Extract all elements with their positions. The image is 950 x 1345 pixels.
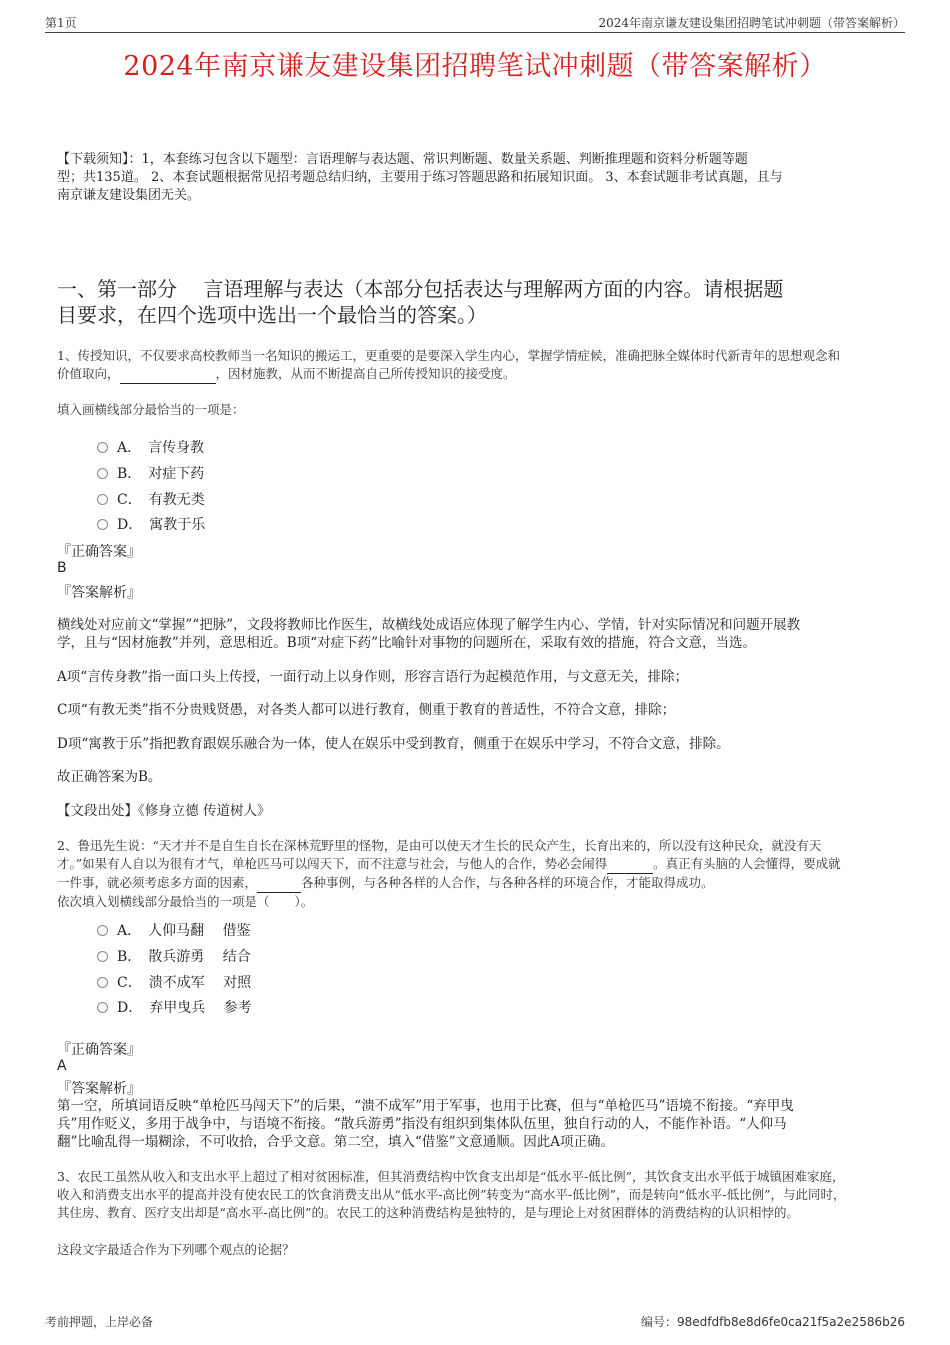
correct-answer-label: 『正确答案』: [57, 1042, 141, 1058]
analysis-paragraph: 横线处对应前文“掌握”“把脉”，文段将教师比作医生，故横线处成语应体现了解学生内心、学情，针对实际情况和问题开展教 学，且与“因材施教”并列，意思相近。B项“对症下药”比喻针对事物的问题所在，采取有效的措施，符合文意，当选。: [57, 617, 801, 651]
option-d[interactable]: D． 寓教于乐: [97, 514, 205, 534]
question-text: 才。”如果有人自以为很有才气，单枪匹马可以闯天下，而不注意与社会，与他人的合作，势必会闹得 。真正有头脑的人会懂得，要成就: [57, 855, 917, 874]
option-a[interactable]: A． 人仰马翻 借鉴: [97, 920, 251, 940]
option-d[interactable]: D． 弃甲曳兵 参考: [97, 997, 252, 1017]
analysis-label: 『答案解析』: [57, 585, 141, 601]
radio-icon[interactable]: [97, 519, 108, 530]
option-c[interactable]: C． 溃不成军 对照: [97, 972, 251, 992]
question-text: 其住房、教育、医疗支出却是“高水平-高比例”的。农民工的这种消费结构是独特的，是与理论上对贫困群体的消费结构的认识相悖的。: [57, 1205, 800, 1220]
section-heading-line: 一、第一部分 言语理解与表达（本部分包括表达与理解两方面的内容。请根据题: [57, 277, 784, 301]
notice-line: 【下载须知】：1，本套练习包含以下题型：言语理解与表达题、常识判断题、数量关系题、判断推理题和资料分析题等题: [57, 152, 748, 167]
option-b[interactable]: B． 对症下药: [97, 463, 204, 483]
fill-blank: [257, 874, 301, 893]
question-text: 3、农民工虽然从收入和支出水平上超过了相对贫困标准，但其消费结构中饮食支出却是“低水平-低比例”，其饮食支出水平低于城镇困难家庭，: [57, 1169, 845, 1184]
question-text: 2、鲁迅先生说：“天才并不是自生自长在深林荒野里的怪物，是由可以使天才生长的民众产生，长育出来的，所以没有这种民众，就没有天: [57, 838, 822, 853]
question-text: 价值取向， ，因材施教，从而不断提高自己所传授知识的接受度。: [57, 365, 917, 384]
analysis-paragraph: D项“寓教于乐”指把教育跟娱乐融合为一体，使人在娱乐中受到教育，侧重于在娱乐中学习，不符合文意，排除。: [57, 736, 730, 752]
correct-answer-label: 『正确答案』: [57, 544, 141, 560]
option-a[interactable]: A． 言传身教: [97, 437, 204, 457]
header-divider: [45, 32, 905, 33]
option-b[interactable]: B． 散兵游勇 结合: [97, 946, 251, 966]
section-heading-line: 目要求，在四个选项中选出一个最恰当的答案。）: [57, 303, 487, 327]
footer-code: 编号：98edfdfb8e8d6fe0ca21f5a2e2586b26: [641, 1315, 905, 1329]
radio-icon[interactable]: [97, 1002, 108, 1013]
correct-answer: B: [57, 560, 67, 576]
radio-icon[interactable]: [97, 442, 108, 453]
source-citation: 【文段出处】《修身立德 传道树人》: [57, 803, 271, 819]
question-3-stem: [57, 1168, 917, 1222]
radio-icon[interactable]: [97, 468, 108, 479]
header-doc-title: 2024年南京谦友建设集团招聘笔试冲刺题（带答案解析）: [598, 16, 905, 30]
radio-icon[interactable]: [97, 494, 108, 505]
analysis-paragraph: 故正确答案为B。: [57, 769, 162, 785]
analysis-label: 『答案解析』: [57, 1081, 141, 1097]
question-1-stem: [57, 347, 917, 384]
question-text: 1、传授知识，不仅要求高校教师当一名知识的搬运工，更重要的是要深入学生内心，掌握学情症候，准确把脉全媒体时代新青年的思想观念和: [57, 348, 840, 363]
section-heading: [57, 276, 917, 328]
question-text: 一件事，就必须考虑多方面的因素， 各种事例，与各种各样的人合作，与各种各样的环境合作，才能取得成功。: [57, 874, 917, 893]
notice-line: 型；共135道。 2、本套试题根据常见招考题总结归纳，主要用于练习答题思路和拓展知识面。 3、本套试题非考试真题，且与: [57, 170, 783, 185]
download-notice: [57, 151, 907, 205]
question-2-stem: [57, 837, 917, 911]
notice-line: 南京谦友建设集团无关。: [57, 188, 201, 203]
radio-icon[interactable]: [97, 977, 108, 988]
page-title: 2024年南京谦友建设集团招聘笔试冲刺题（带答案解析）: [123, 51, 827, 82]
fill-blank: [120, 365, 216, 384]
analysis-paragraph: C项“有教无类”指不分贵贱贤愚，对各类人都可以进行教育，侧重于教育的普适性，不符合文意，排除；: [57, 702, 676, 718]
question-text: 收入和消费支出水平的提高并没有使农民工的饮食消费支出从“低水平-高比例”转变为“高水平-低比例”，而是转向“低水平-低比例”，与此同时，: [57, 1187, 846, 1202]
footer-slogan: 考前押题，上岸必备: [45, 1315, 154, 1329]
option-c[interactable]: C． 有教无类: [97, 489, 205, 509]
radio-icon[interactable]: [97, 951, 108, 962]
correct-answer: A: [57, 1058, 67, 1074]
analysis-paragraph: 第一空，所填词语反映“单枪匹马闯天下”的后果，“溃不成军”用于军事，也用于比赛，但与“单枪匹马”语境不衔接。“弃甲曳 兵”用作贬义，多用于战争中，与语境不衔接。“散兵游勇”指没有组织到集体队伍里，独自行动的人，不能作补语。“人仰马 翻”比喻乱得一塌糊涂，不可收拾，合乎文意。第二空，填入“借鉴”文意通顺。因此A项正确。: [57, 1098, 794, 1150]
question-1-prompt: 填入画横线部分最恰当的一项是：: [57, 402, 245, 417]
question-2-prompt: 依次填入划横线部分最恰当的一项是（ ）。: [57, 894, 314, 909]
radio-icon[interactable]: [97, 925, 108, 936]
page-number: 第1页: [45, 16, 77, 30]
analysis-paragraph: A项“言传身教”指一面口头上传授，一面行动上以身作则，形容言语行为起模范作用，与文意无关，排除；: [57, 669, 689, 685]
question-3-prompt: 这段文字最适合作为下列哪个观点的论据？: [57, 1242, 295, 1257]
fill-blank: [607, 855, 653, 874]
